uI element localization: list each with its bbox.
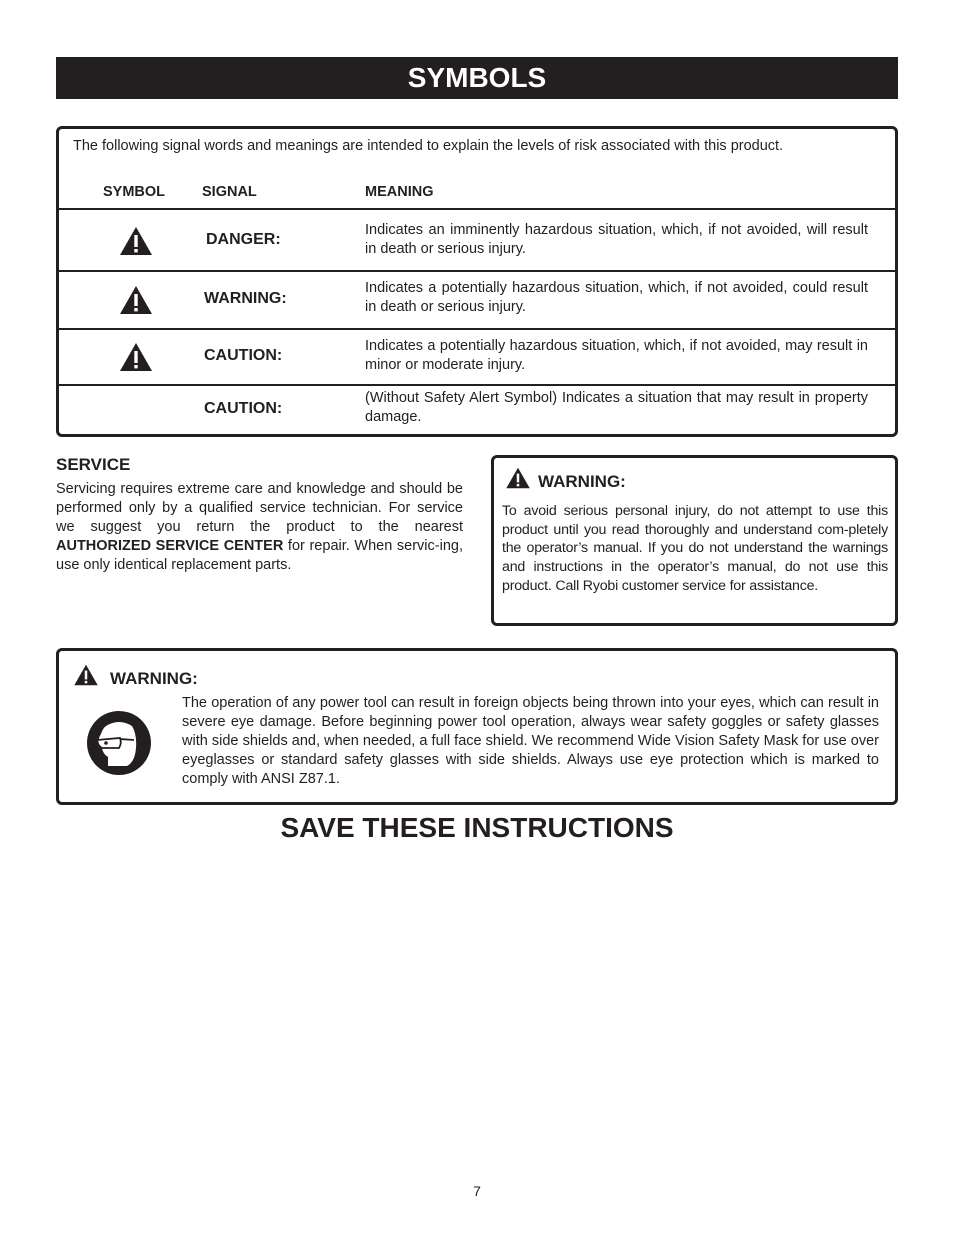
warning-text: To avoid serious personal injury, do not attempt to use this product until you read thoroughly and understand com-pletely the operator’s manual. If you do not understand the warnings and instructions in the operator’s manual, do not use this product. Call Ryobi customer service for assistance. bbox=[502, 503, 888, 594]
signal-word: DANGER: bbox=[206, 231, 281, 248]
table-row bbox=[59, 330, 895, 384]
signal-word: CAUTION: bbox=[204, 400, 283, 417]
column-header-meaning: MEANING bbox=[365, 184, 434, 200]
page-title: SYMBOLS bbox=[56, 57, 898, 99]
safety-alert-icon bbox=[73, 664, 99, 686]
column-header-signal: SIGNAL bbox=[202, 184, 257, 200]
signal-word: WARNING: bbox=[204, 290, 287, 307]
safety-alert-icon bbox=[119, 342, 153, 372]
service-text-part: for repair. When servic-ing, use only identical replacement parts. bbox=[56, 538, 463, 573]
signal-meaning: (Without Safety Alert Symbol) Indicates a situation that may result in property damage. bbox=[365, 390, 868, 425]
eye-warning-box bbox=[56, 648, 898, 805]
column-header-symbol: SYMBOL bbox=[103, 184, 166, 200]
service-heading: SERVICE bbox=[56, 455, 131, 474]
symbols-intro: The following signal words and meanings are intended to explain the levels of risk associated with this product. bbox=[73, 138, 784, 154]
signal-word: CAUTION: bbox=[204, 347, 283, 364]
signal-meaning: Indicates a potentially hazardous situation, which, if not avoided, may result in minor or moderate injury. bbox=[365, 338, 868, 373]
safety-alert-icon bbox=[119, 226, 153, 256]
warning-text: The operation of any power tool can result in foreign objects being thrown into your eyes, which can result in severe eye damage. Before beginning power tool operation, always wear safety goggles or safety glasses with side shields and, when needed, a full face shield. We recommend Wide Vision Safety Mask for use over eyeglasses or standard safety glasses with side shields. Always use eye protection which is marked to comply with ANSI Z87.1. bbox=[182, 695, 879, 787]
safety-alert-icon bbox=[119, 285, 153, 315]
safety-alert-icon bbox=[505, 467, 531, 489]
warning-heading: WARNING: bbox=[110, 669, 198, 688]
eye-protection-icon bbox=[86, 710, 152, 776]
save-instructions-heading: SAVE THESE INSTRUCTIONS bbox=[280, 812, 674, 843]
signal-meaning: Indicates a potentially hazardous situation, which, if not avoided, could result in death or serious injury. bbox=[365, 280, 868, 315]
service-text-part: Servicing requires extreme care and knowledge and should be performed only by a qualified service technician. For service we suggest you return the product to the nearest bbox=[56, 481, 463, 535]
service-center-emphasis: AUTHORIZED SERVICE CENTER bbox=[56, 538, 284, 554]
table-row bbox=[59, 210, 895, 270]
table-row bbox=[59, 386, 895, 434]
table-row bbox=[59, 272, 895, 328]
signal-meaning: Indicates an imminently hazardous situation, which, if not avoided, will result in death or serious injury. bbox=[365, 222, 868, 257]
symbols-table bbox=[56, 126, 898, 437]
warning-heading: WARNING: bbox=[538, 472, 626, 491]
page-number: 7 bbox=[473, 1183, 481, 1199]
manual-warning-box bbox=[491, 455, 898, 626]
service-text bbox=[56, 480, 463, 575]
